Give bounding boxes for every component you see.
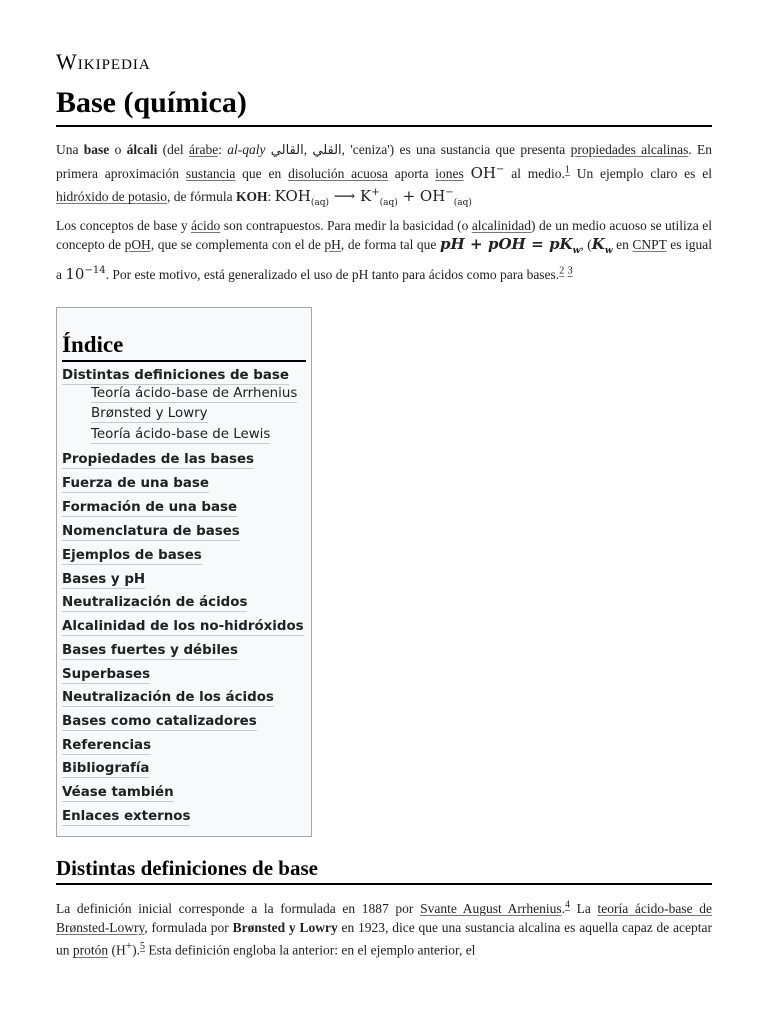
toc-item-superbases[interactable]: Superbases xyxy=(62,667,151,682)
section-divider xyxy=(56,883,712,885)
reference-1[interactable]: 1 xyxy=(564,164,570,176)
table-of-contents xyxy=(56,307,312,837)
toc-item-propiedades[interactable]: Propiedades de las bases xyxy=(62,452,255,467)
toc-item-neutralizacion-acidos[interactable]: Neutralización de ácidos xyxy=(62,595,248,610)
toc-item-formacion[interactable]: Formación de una base xyxy=(62,500,238,515)
term-alcali: álcali xyxy=(126,142,158,157)
toc-item-fuerza[interactable]: Fuerza de una base xyxy=(62,476,209,491)
formula-kw: $K_w$ xyxy=(591,235,613,257)
term-al-qaly: al-qaly xyxy=(227,142,266,157)
toc-item-nomenclatura[interactable]: Nomenclatura de bases xyxy=(62,524,240,539)
formula-koh: KOH xyxy=(235,189,268,205)
toc-item-bases-ph[interactable]: Bases y pH xyxy=(62,572,146,587)
formula-oh: OH− xyxy=(470,164,505,183)
arabic-term-1: القالي xyxy=(270,143,304,158)
link-ph[interactable]: pH xyxy=(324,237,341,253)
toc-title: Índice xyxy=(62,332,124,357)
term-bronsted-lowry: Brønsted y Lowry xyxy=(232,920,338,936)
toc-item-ejemplos[interactable]: Ejemplos de bases xyxy=(62,548,202,563)
link-sustancia[interactable]: sustancia xyxy=(185,166,236,182)
toc-subitem-bronsted-lowry[interactable]: Brønsted y Lowry xyxy=(91,406,208,421)
reference-2[interactable]: 2 xyxy=(559,265,565,277)
toc-item-referencias[interactable]: Referencias xyxy=(62,738,152,753)
link-alcalinidad[interactable]: alcalinidad xyxy=(471,218,532,233)
link-propiedades-alcalinas[interactable]: propiedades alcalinas xyxy=(570,142,689,157)
link-arabe[interactable]: árabe xyxy=(188,142,219,157)
toc-subitem-lewis[interactable]: Teoría ácido-base de Lewis xyxy=(91,427,271,442)
link-acido[interactable]: ácido xyxy=(191,218,221,233)
reference-5[interactable]: 5 xyxy=(139,941,145,953)
toc-item-alcalinidad[interactable]: Alcalinidad de los no-hidróxidos xyxy=(62,619,304,634)
reference-3[interactable]: 3 xyxy=(567,265,573,277)
term-base: base xyxy=(83,142,110,157)
toc-subitem-arrhenius[interactable]: Teoría ácido-base de Arrhenius xyxy=(91,386,298,401)
toc-divider xyxy=(62,360,306,362)
link-arrhenius[interactable]: Svante August Arrhenius xyxy=(420,901,562,916)
intro-paragraph-1: Una base o álcali (del árabe: al-qaly القالي, القلي, 'ceniza') es una sustancia que presenta propiedades alcalinas. En primera aproximación sustancia que en disolución acuosa aporta iones OH− al medio.$^1$ Un ejemplo claro es el hidróxido de potasio, de fórmula KOH: $KOH_{(aq)}$ ⟶ $K^+_{(aq)} + OH^-_{(aq)}$ xyxy=(56,142,713,209)
arabic-term-2: القلي xyxy=(312,143,342,158)
toc-item-catalizadores[interactable]: Bases como catalizadores xyxy=(62,714,257,729)
link-hidroxido-potasio[interactable]: hidróxido de potasio xyxy=(56,189,167,205)
section-heading-definiciones: Distintas definiciones de base xyxy=(56,856,318,880)
toc-item-fuertes-debiles[interactable]: Bases fuertes y débiles xyxy=(62,643,238,658)
title-divider xyxy=(56,125,712,127)
intro-paragraph-2: Los conceptos de base y ácido son contrapuestos. Para medir la basicidad (o alcalinidad) de un medio acuoso se utiliza el concepto de pOH, que se complementa con el de pH, de forma tal que pH + pOH = $pK_w$, ($K_w$ en CNPT es igual a $10^{-14}$. Por este motivo, está generalizado el uso de pH tanto para ácidos como para bases.$^2$ $^3$ xyxy=(56,218,712,284)
page-title: Base (química) xyxy=(56,86,247,119)
toc-item-definiciones[interactable]: Distintas definiciones de base xyxy=(62,368,289,383)
link-teoria-bronsted-lowry[interactable]: teoría ácido-base de Brønsted-Lowry xyxy=(56,901,712,936)
link-iones[interactable]: iones xyxy=(435,166,464,182)
toc-item-neutralizacion-los-acidos[interactable]: Neutralización de los ácidos xyxy=(62,690,274,705)
wikipedia-wordmark[interactable]: Wikipedia xyxy=(56,49,151,74)
formula-ph-poh: pH + pOH = $pK_w$ xyxy=(439,235,581,257)
section-paragraph-1: La definición inicial corresponde a la formulada en 1887 por Svante August Arrhenius.$^4$ La teoría ácido-base de Brønsted-Lowry, formulada por Brønsted y Lowry en 1923, dice que una sustancia alcalina es aquella capaz de aceptar un protón (H+).$^5$ Esta definición engloba la anterior: en el ejemplo anterior, el xyxy=(56,899,713,958)
link-cnpt[interactable]: CNPT xyxy=(632,237,667,253)
toc-item-enlaces-externos[interactable]: Enlaces externos xyxy=(62,809,191,824)
link-proton[interactable]: protón xyxy=(72,942,109,958)
toc-item-vease-tambien[interactable]: Véase también xyxy=(62,785,174,800)
toc-item-bibliografia[interactable]: Bibliografía xyxy=(62,761,150,776)
link-disolucion-acuosa[interactable]: disolución acuosa xyxy=(288,166,388,182)
dissociation-equation: $KOH_{(aq)}$ ⟶ $K^+_{(aq)} + OH^-_{(aq)}$ xyxy=(274,187,472,209)
link-poh[interactable]: pOH xyxy=(124,237,151,253)
reference-4[interactable]: 4 xyxy=(564,899,570,911)
formula-ten-power: $10^{-14}$ xyxy=(65,265,106,284)
